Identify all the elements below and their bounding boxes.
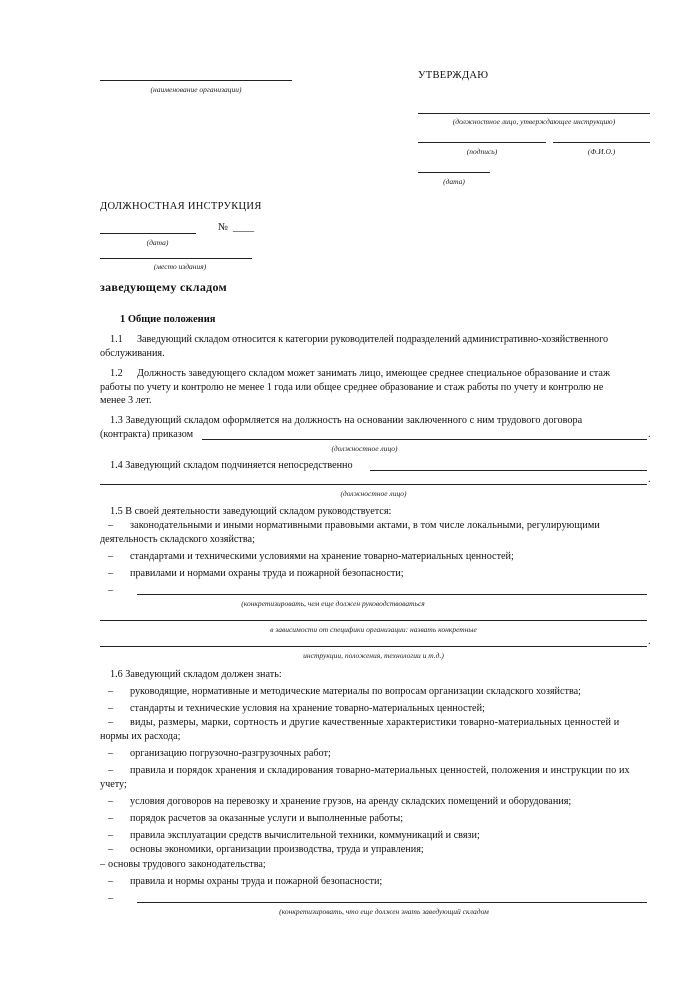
- dash-bullet: –: [108, 686, 114, 697]
- item-1-2-cont2: менее 3 лет.: [100, 395, 152, 406]
- document-title: ДОЛЖНОСТНАЯ ИНСТРУКЦИЯ: [100, 201, 262, 212]
- period: .: [648, 429, 651, 440]
- item-text: Должность заведующего складом может занимать лицо, имеющее среднее специальное образование и стаж: [137, 368, 611, 379]
- item-1-6: 1.6 Заведующий складом должен знать:: [110, 669, 282, 680]
- supervisor-caption: (должностное лицо): [340, 489, 407, 498]
- list-item-text: правилами и нормами охраны труда и пожарной безопасности;: [130, 568, 404, 579]
- list-item: [100, 702, 485, 715]
- order-official-caption: (должностное лицо): [331, 444, 398, 453]
- doc-place-caption: (место издания): [153, 262, 207, 271]
- dash-bullet: –: [108, 844, 114, 855]
- doc-place-line: [100, 258, 252, 259]
- list-item-text: основы экономики, организации производства, труда и управления;: [130, 844, 424, 855]
- list-item-text: правила и порядок хранения и складирования товарно-материальных ценностей, положения и инструкции по их: [130, 765, 630, 776]
- guidance-caption-3: инструкции, положения, технологии и т.д.): [303, 651, 444, 660]
- dash-bullet: –: [108, 551, 114, 562]
- period: .: [648, 636, 651, 647]
- list-item: [100, 795, 571, 808]
- list-item: [100, 764, 630, 777]
- full-name-line: [553, 142, 650, 143]
- list-item-text: порядок расчетов за оказанные услуги и выполненные работы;: [130, 813, 404, 824]
- list-item-text: правила и нормы охраны труда и пожарной безопасности;: [130, 876, 383, 887]
- section-heading: 1 Общие положения: [120, 314, 216, 325]
- dash-bullet: –: [108, 748, 114, 759]
- list-item-text: правила эксплуатации средств вычислительной техники, коммуникаций и связи;: [130, 830, 480, 841]
- doc-number-blank: ____: [233, 222, 254, 233]
- list-item-text: стандарты и технические условия на хранение товарно-материальных ценностей;: [130, 703, 485, 714]
- item-1-3: 1.3 Заведующий складом оформляется на должность на основании заключенного с ним трудового договора: [110, 415, 583, 426]
- supervisor-line-1: [370, 470, 647, 471]
- dash-bullet: –: [108, 520, 114, 531]
- list-item-text: организацию погрузочно-разгрузочных работ;: [130, 748, 331, 759]
- dash-bullet: –: [108, 585, 114, 596]
- dash-bullet: –: [108, 765, 114, 776]
- list-item: [100, 685, 581, 698]
- guidance-caption-1: (конкретизировать, чем еще должен руководствоваться: [241, 599, 425, 608]
- guidance-line-1: [137, 594, 647, 595]
- item-1-1-cont: обслуживания.: [100, 348, 165, 359]
- list-item-text: основы трудового законодательства;: [108, 859, 266, 870]
- item-1-2: [110, 367, 610, 380]
- dash-bullet: –: [108, 568, 114, 579]
- dash-bullet: –: [108, 876, 114, 887]
- organization-name-line: [100, 80, 292, 81]
- list-item: [100, 858, 266, 871]
- full-name-caption: (Ф.И.О.): [587, 147, 616, 156]
- signature-line: [418, 142, 546, 143]
- list-item-cont: учету;: [100, 779, 127, 790]
- order-official-line: [202, 439, 647, 440]
- dash-bullet: –: [108, 813, 114, 824]
- list-item: [100, 892, 130, 905]
- list-item: [100, 584, 130, 597]
- list-item: [100, 550, 514, 563]
- item-1-2-cont1: работы по учету и контролю не менее 1 года или общее среднее образование и стаж работы по учету и контролю не: [100, 382, 604, 393]
- item-1-5: 1.5 В своей деятельности заведующий складом руководствуется:: [110, 506, 392, 517]
- signature-caption: (подпись): [466, 147, 498, 156]
- list-item-text: условия договоров на перевозку и хранение грузов, на аренду складских помещений и оборудования;: [130, 796, 572, 807]
- list-item-text: стандартами и техническими условиями на хранение товарно-материальных ценностей;: [130, 551, 514, 562]
- supervisor-line-2: [100, 484, 647, 485]
- item-number: 1.2: [110, 368, 123, 379]
- knowledge-line: [137, 902, 647, 903]
- doc-number-label: №: [218, 222, 229, 233]
- item-number: 1.1: [110, 334, 123, 345]
- list-item: [100, 519, 600, 532]
- approver-line: [418, 113, 650, 114]
- item-1-1: [110, 333, 608, 346]
- dash-bullet: –: [100, 859, 106, 870]
- position-heading: заведующему складом: [100, 280, 228, 294]
- dash-bullet: –: [108, 703, 114, 714]
- doc-date-line: [100, 233, 196, 234]
- list-item-text: виды, размеры, марки, сортность и другие качественные характеристики товарно-материальных ценностей и: [130, 717, 620, 728]
- approve-date-caption: (дата): [443, 177, 465, 186]
- list-item: [100, 567, 404, 580]
- list-item: [100, 875, 382, 888]
- dash-bullet: –: [108, 893, 114, 904]
- period: .: [648, 474, 651, 485]
- item-1-4: 1.4 Заведующий складом подчиняется непосредственно: [110, 460, 353, 471]
- list-item: [100, 843, 424, 856]
- list-item: [100, 829, 480, 842]
- item-text: Заведующий складом относится к категории руководителей подразделений административно-хозяйственного: [137, 334, 609, 345]
- approve-date-line: [418, 172, 490, 173]
- list-item-text: руководящие, нормативные и методические материалы по вопросам организации складского хозяйства;: [130, 686, 582, 697]
- item-1-3-cont: (контракта) приказом: [100, 429, 194, 440]
- approve-title: УТВЕРЖДАЮ: [418, 70, 489, 81]
- guidance-caption-2: в зависимости от специфики организации: назвать конкретные: [270, 625, 477, 634]
- list-item: [100, 747, 331, 760]
- knowledge-caption: (конкретизировать, что еще должен знать заведующий складом: [279, 907, 489, 916]
- organization-name-caption: (наименование организации): [150, 85, 242, 94]
- list-item-text: законодательными и иными нормативными правовыми актами, в том числе локальными, регулирующими: [130, 520, 600, 531]
- guidance-line-3: [100, 646, 647, 647]
- guidance-line-2: [100, 620, 647, 621]
- approver-caption: (должностное лицо, утверждающее инструкцию): [452, 117, 616, 126]
- dash-bullet: –: [108, 717, 114, 728]
- dash-bullet: –: [108, 796, 114, 807]
- list-item: [100, 716, 619, 729]
- list-item-cont: деятельность складского хозяйства;: [100, 534, 255, 545]
- list-item: [100, 812, 403, 825]
- doc-date-caption: (дата): [146, 238, 169, 247]
- dash-bullet: –: [108, 830, 114, 841]
- list-item-cont: нормы их расхода;: [100, 731, 181, 742]
